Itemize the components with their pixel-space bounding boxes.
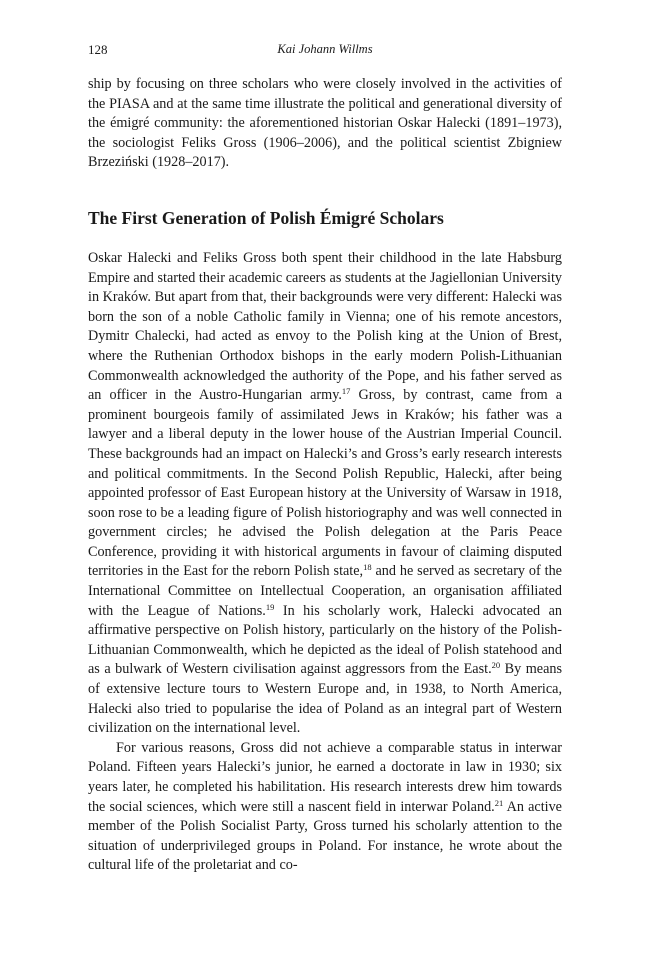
page-body [88,75,562,876]
footnote-marker[interactable]: 19 [265,601,275,612]
footnote-marker[interactable]: 17 [341,386,351,397]
page-header [88,42,562,60]
paragraph-text: An active member of the Polish Socialist Party, Gross turned his scholarly attention to the situation of underprivileged groups in Poland. For instance, he wrote about the cultural life of the proletariat and co- [88,798,562,874]
body-paragraph-2 [88,739,562,876]
paragraph-text: In his scholarly work, Halecki advocated an affirmative perspective on Polish history, particularly on the history of the Polish-Lithuanian Commonwealth, which he depicted as the ideal of Polish statehood and as a bulwark of Western civilisation against aggressors from the East. [88,602,562,678]
paragraph-text: By means of extensive lecture tours to Western Europe and, in 1938, to North America, Halecki also tried to popularise the idea of Poland as an integral part of Western civilization on the international level. [88,661,562,737]
running-head: Kai Johann Willms [277,42,373,56]
intro-paragraph [88,75,562,173]
section-heading: The First Generation of Polish Émigré Scholars [88,207,444,228]
body-paragraph-1 [88,249,562,739]
footnote-marker[interactable]: 20 [491,660,501,671]
footnote-marker[interactable]: 18 [363,562,372,573]
paragraph-text: For various reasons, Gross did not achieve a comparable status in interwar Poland. Fifteen years Halecki’s junior, he earned a doctorate in law in 1930; six years later, he completed his habilitation. His research interests drew him towards the social sciences, which were still a nascent field in interwar Poland. [88,739,562,815]
footnote-marker[interactable]: 21 [494,797,504,808]
intro-text: ship by focusing on three scholars who were closely involved in the activities of the PIASA and at the same time illustrate the political and generational diversity of the émigré community: the aforementioned historian Oskar Halecki (1891–1973), the sociologist Feliks Gross (1906–2006), and the political scientist Zbigniew Brzeziński (1928–2017). [88,76,562,171]
paragraph-text: Gross, by contrast, came from a prominent bourgeois family of assimilated Jews in Kraków; his father was a lawyer and a liberal deputy in the lower house of the Austrian Imperial Council. These backgrounds had an impact on Halecki’s and Gross’s early research interests and political commitments. In the Second Polish Republic, Halecki, after being appointed professor of East European history at the University of Warsaw in 1918, soon rose to be a leading figure of Polish historiography and was well connected in government circles; he advised the Polish delegation at the Paris Peace Conference, providing it with historical arguments in favour of claiming disputed territories in the East for the reborn Polish state, [88,387,562,580]
paragraph-text: Oskar Halecki and Feliks Gross both spent their childhood in the late Habsburg Empire and started their academic careers as students at the Jagiellonian University in Kraków. But apart from that, their backgrounds were very different: Halecki was born the son of a noble Catholic family in Vienna; one of his remote ancestors, Dymitr Chalecki, had acted as envoy to the Polish king at the Union of Brest, where the Ruthenian Orthodox bishops in the early modern Polish-Lithuanian Commonwealth acknowledged the authority of the Pope, and his father served as an officer in the Austro-Hungarian army. [88,249,562,404]
paragraph-text: and he served as secretary of the International Committee on Intellectual Cooperation, an organisation affiliated with the League of Nations. [88,563,562,619]
page-number: 128 [88,42,108,57]
